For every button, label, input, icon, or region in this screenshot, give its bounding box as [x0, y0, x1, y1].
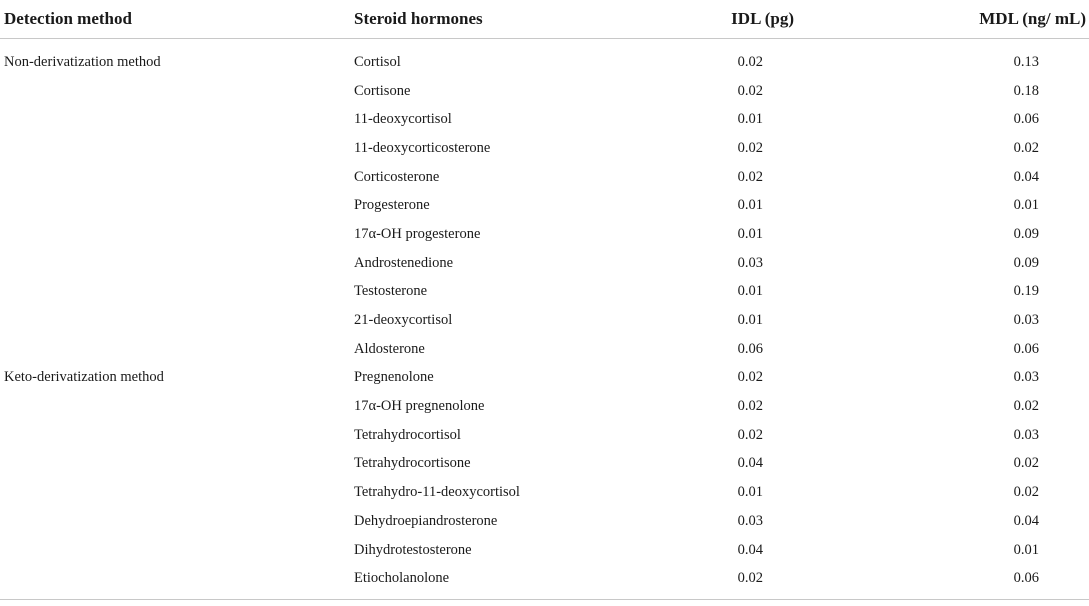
table-row [0, 306, 1089, 335]
detection-method-cell [0, 306, 350, 335]
steroid-hormone-cell: 21-deoxycortisol [354, 312, 453, 329]
steroid-hormone-cell: Tetrahydrocortisone [354, 455, 471, 472]
mdl-value-cell: 0.02 [1013, 484, 1039, 501]
table-row [0, 364, 1089, 393]
table-row [0, 478, 1089, 507]
idl-value-cell: 0.02 [737, 139, 763, 156]
mdl-value-cell: 0.06 [1013, 570, 1039, 587]
detection-method-cell [0, 163, 350, 192]
table-row [0, 163, 1089, 192]
detection-method-cell [0, 191, 350, 220]
idl-value-cell: 0.01 [737, 225, 763, 242]
mdl-value-cell: 0.09 [1013, 254, 1039, 271]
mdl-value-cell: 0.02 [1013, 398, 1039, 415]
mdl-value-cell: 0.02 [1013, 455, 1039, 472]
detection-method-cell [0, 392, 350, 421]
idl-value-cell: 0.04 [737, 541, 763, 558]
idl-value-cell: 0.04 [737, 455, 763, 472]
detection-method-cell [0, 105, 350, 134]
idl-value-cell: 0.03 [737, 512, 763, 529]
idl-value-cell: 0.01 [737, 111, 763, 128]
idl-value-cell: 0.02 [737, 570, 763, 587]
table-row [0, 220, 1089, 249]
detection-method-cell [0, 77, 350, 106]
table-row [0, 191, 1089, 220]
steroid-hormone-cell: Pregnenolone [354, 369, 434, 386]
detection-method-cell [0, 249, 350, 278]
mdl-value-cell: 0.03 [1013, 426, 1039, 443]
mdl-value-cell: 0.18 [1013, 82, 1039, 99]
idl-value-cell: 0.01 [737, 312, 763, 329]
detection-method-cell [0, 335, 350, 364]
table-row [0, 450, 1089, 479]
table-row [0, 564, 1089, 593]
header-row [0, 0, 1089, 39]
steroid-hormone-cell: Cortisone [354, 82, 411, 99]
idl-value-cell: 0.02 [737, 168, 763, 185]
detection-method-cell [0, 564, 350, 593]
header-detection-method: Detection method [0, 0, 350, 39]
mdl-value-cell: 0.06 [1013, 340, 1039, 357]
steroid-hormone-cell: 11-deoxycortisol [354, 111, 452, 128]
detection-method-cell [0, 536, 350, 565]
detection-method-cell [0, 450, 350, 479]
table-row [0, 105, 1089, 134]
steroid-hormone-cell: 17α-OH progesterone [354, 225, 481, 242]
steroid-hormone-cell: Tetrahydro-11-deoxycortisol [354, 484, 520, 501]
table-row [0, 507, 1089, 536]
header-idl: IDL (pg) [650, 0, 862, 39]
steroid-hormone-cell: 17α-OH pregnenolone [354, 398, 485, 415]
table-row [0, 249, 1089, 278]
mdl-value-cell: 0.01 [1013, 197, 1039, 214]
detection-method-cell [0, 220, 350, 249]
header-mdl: MDL (ng/ mL) [862, 0, 1089, 39]
mdl-value-cell: 0.04 [1013, 512, 1039, 529]
mdl-value-cell: 0.09 [1013, 225, 1039, 242]
table-header [0, 0, 1089, 39]
idl-value-cell: 0.06 [737, 340, 763, 357]
mdl-value-cell: 0.03 [1013, 312, 1039, 329]
idl-value-cell: 0.02 [737, 82, 763, 99]
idl-value-cell: 0.02 [737, 369, 763, 386]
steroid-hormone-cell: Aldosterone [354, 340, 425, 357]
table-row [0, 421, 1089, 450]
detection-method-cell: Keto-derivatization method [4, 369, 164, 386]
steroid-hormone-cell: Corticosterone [354, 168, 440, 185]
idl-value-cell: 0.01 [737, 197, 763, 214]
steroid-hormone-cell: Dehydroepiandrosterone [354, 512, 498, 529]
steroid-hormone-cell: Androstenedione [354, 254, 454, 271]
table-body [0, 39, 1089, 594]
table-row [0, 278, 1089, 307]
table-row [0, 39, 1089, 77]
table-row [0, 134, 1089, 163]
detection-method-cell [0, 134, 350, 163]
steroid-hormone-cell: Progesterone [354, 197, 430, 214]
steroid-hormone-cell: Testosterone [354, 283, 428, 300]
mdl-value-cell: 0.02 [1013, 139, 1039, 156]
header-steroid-hormones: Steroid hormones [350, 0, 650, 39]
detection-method-cell [0, 278, 350, 307]
idl-value-cell: 0.01 [737, 484, 763, 501]
detection-method-cell [0, 421, 350, 450]
steroid-hormone-cell: 11-deoxycorticosterone [354, 139, 491, 156]
detection-method-cell [0, 507, 350, 536]
table-bottom-rule [0, 599, 1089, 600]
idl-value-cell: 0.02 [737, 398, 763, 415]
detection-method-cell: Non-derivatization method [4, 53, 161, 70]
mdl-value-cell: 0.03 [1013, 369, 1039, 386]
idl-value-cell: 0.01 [737, 283, 763, 300]
table-row [0, 392, 1089, 421]
mdl-value-cell: 0.04 [1013, 168, 1039, 185]
idl-value-cell: 0.02 [737, 426, 763, 443]
idl-value-cell: 0.03 [737, 254, 763, 271]
idl-value-cell: 0.02 [737, 53, 763, 70]
table-row [0, 77, 1089, 106]
steroid-hormone-cell: Tetrahydrocortisol [354, 426, 461, 443]
table-row [0, 536, 1089, 565]
mdl-value-cell: 0.01 [1013, 541, 1039, 558]
steroid-hormone-cell: Dihydrotestosterone [354, 541, 472, 558]
mdl-value-cell: 0.13 [1013, 53, 1039, 70]
mdl-value-cell: 0.19 [1013, 283, 1039, 300]
table-row [0, 335, 1089, 364]
steroid-hormone-cell: Etiocholanolone [354, 570, 450, 587]
steroid-hormone-cell: Cortisol [354, 53, 401, 70]
mdl-value-cell: 0.06 [1013, 111, 1039, 128]
detection-method-cell [0, 478, 350, 507]
